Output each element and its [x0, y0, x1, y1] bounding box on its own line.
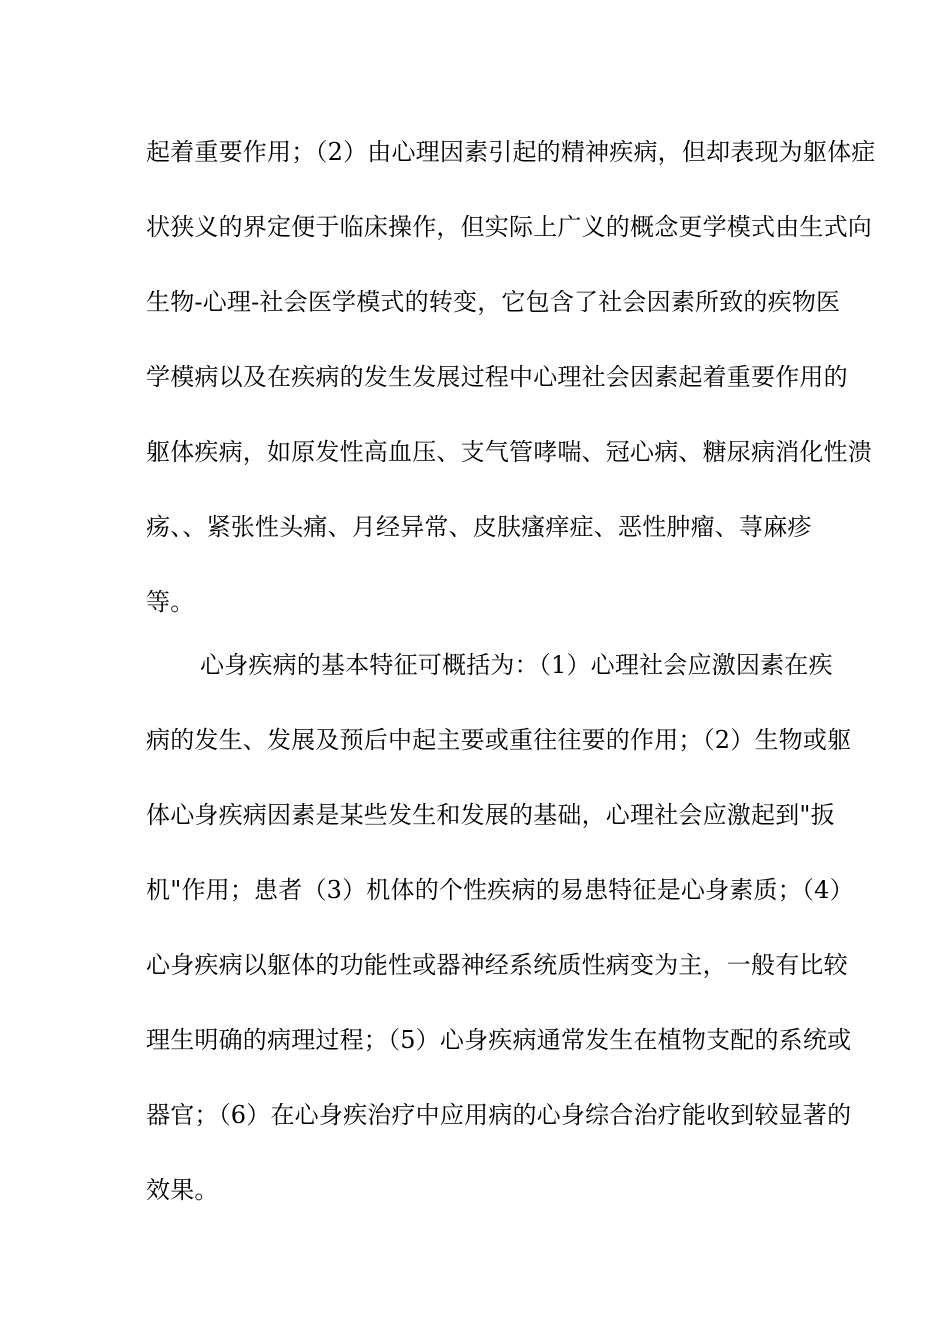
text-line: 心身疾病以躯体的功能性或器神经系统质性病变为主，一般有比较 [146, 951, 848, 979]
text-line: 生物-心理-社会医学模式的转变，它包含了社会因素所致的疾物医 [146, 288, 841, 316]
text-line: 理生明确的病理过程；（5）心身疾病通常发生在植物支配的系统或 [146, 1026, 852, 1054]
text-line: 病的发生、发展及预后中起主要或重往往要的作用；（2）生物或躯 [146, 726, 852, 754]
text-line: 效果。 [146, 1176, 219, 1204]
text-line: 心身疾病的基本特征可概括为：（1）心理社会应激因素在疾 [200, 651, 833, 679]
text-line: 学模病以及在疾病的发生发展过程中心理社会因素起着重要作用的 [146, 363, 848, 391]
text-line: 体心身疾病因素是某些发生和发展的基础，心理社会应激起到"扳 [146, 801, 835, 829]
text-line: 状狭义的界定便于临床操作，但实际上广义的概念更学模式由生式向 [146, 213, 872, 241]
text-line: 疡、、紧张性头痛、月经异常、皮肤瘙痒症、恶性肿瘤、荨麻疹 [146, 513, 812, 541]
text-line: 躯体疾病，如原发性高血压、支气管哮喘、冠心病、糖尿病消化性溃 [146, 438, 872, 466]
text-line: 起着重要作用；（2）由心理因素引起的精神疾病，但却表现为躯体症 [146, 138, 876, 166]
text-line: 等。 [146, 588, 195, 616]
text-line: 器官；（6）在心身疾治疗中应用病的心身综合治疗能收到较显著的 [146, 1101, 852, 1129]
text-line: 机"作用；患者（3）机体的个性疾病的易患特征是心身素质；（4） [146, 876, 854, 904]
